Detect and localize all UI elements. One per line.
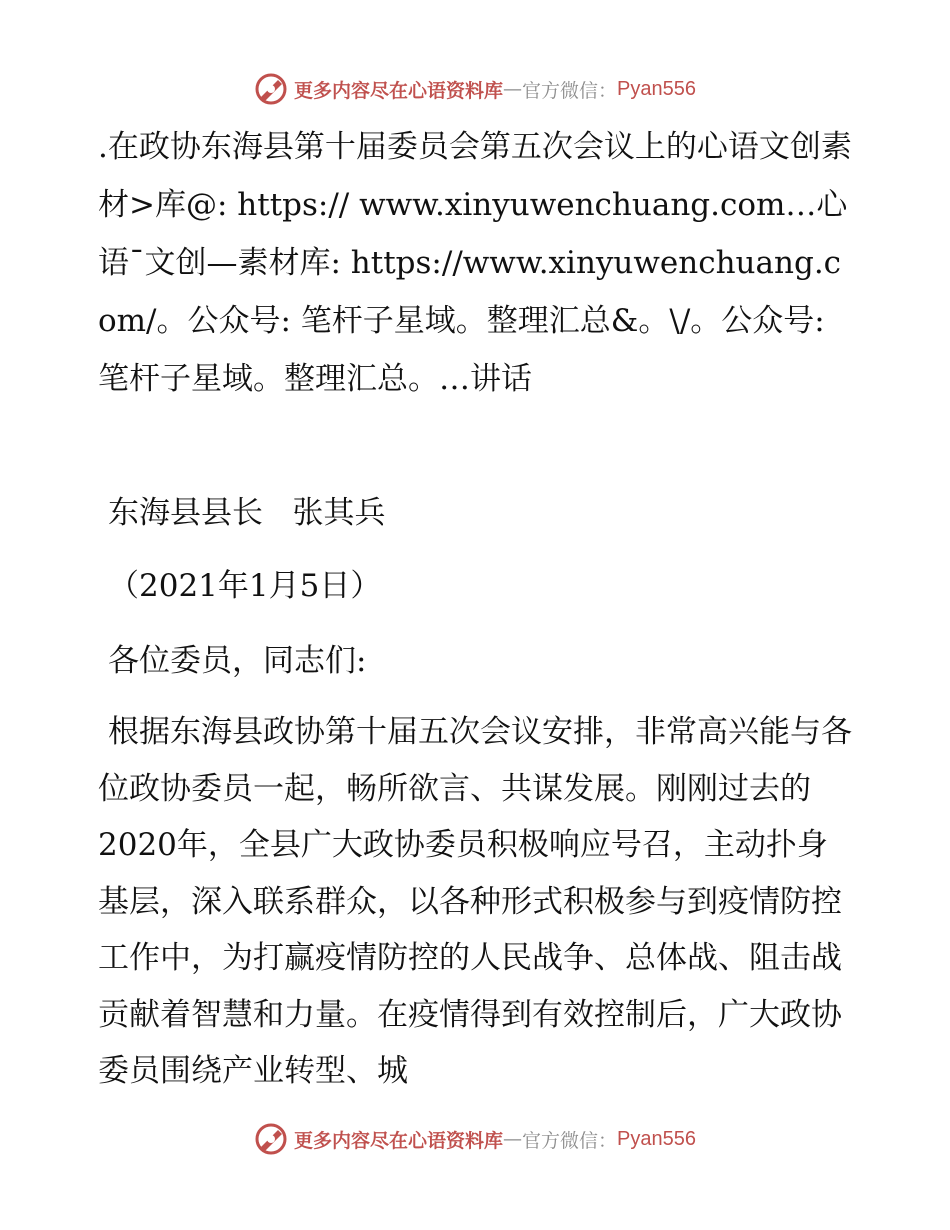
watermark-dash: — (503, 78, 523, 100)
body-paragraph: 根据东海县政协第十届五次会议安排，非常高兴能与各位政协委员一起，畅所欲言、共谋发展。刚刚过去的2020年，全县广大政协委员积极响应号召，主动扑身基层，深入联系群众，以各种形式积极参与到疫情防控工作中，为打赢疫情防控的人民战争、总体战、阻击战贡献着智慧和力量。在疫情得到有效控制后，广大政协委员围绕产业转型、城 (98, 714, 852, 1089)
date-line: （2021年1月5日） (108, 568, 382, 604)
watermark-label: 官方微信： (522, 79, 618, 102)
brand-logo-icon (254, 72, 288, 106)
author-line: 东海县县长 张其兵 (108, 495, 386, 531)
watermark-wechat-id: Pyan556 (617, 1127, 696, 1150)
watermark-dash: — (503, 1128, 523, 1150)
watermark-main-text: 更多内容尽在心语资料库 (294, 1129, 504, 1152)
watermark-label: 官方微信： (522, 1129, 618, 1152)
header-watermark (0, 72, 950, 106)
watermark-wechat-id: Pyan556 (617, 77, 696, 100)
watermark-main-text: 更多内容尽在心语资料库 (294, 79, 504, 102)
greeting-line: 各位委员，同志们: (108, 643, 367, 679)
brand-logo-icon (254, 1122, 288, 1156)
footer-watermark (0, 1122, 950, 1156)
intro-text: .在政协东海县第十届委员会第五次会议上的心语文创素材>库@: https:// www.xinyuwenchuang.com…心语¯文创—素材库: https://www.xinyuwenchuang.com/。公众号: 笔杆子星域。整理汇总&。\/。公众号: 笔杆子星域。整理汇总。…讲话 (98, 129, 852, 397)
